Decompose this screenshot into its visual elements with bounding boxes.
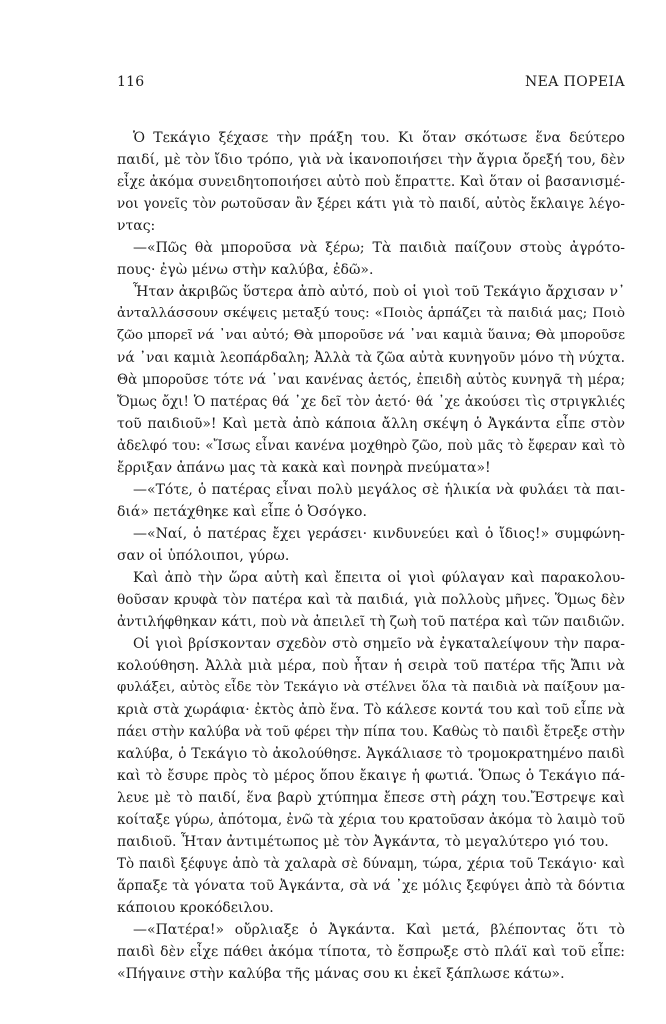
text-line: πους· ἐγὼ μένω στὴν καλύβα, ἐδῶ». bbox=[117, 262, 374, 278]
text-line: ἀδελφό του: «Ἴσως εἶναι κανένα μοχθηρὸ ζῶο, ποὺ μᾶς τὸ ἔφεραν καὶ τὸ bbox=[117, 438, 625, 454]
text-line: παιδί, μὲ τὸν ἴδιο τρόπο, γιὰ νὰ ἱκανοποιήσει τὴν ἄγρια ὄρεξή του, δὲν bbox=[117, 152, 625, 168]
text-line: κριὰ στὰ χωράφια· ἐκτὸς ἀπὸ ἕνα. Τὸ κάλεσε κοντά του καὶ τοῦ εἶπε νὰ bbox=[117, 702, 625, 718]
text-line: φυλάξει, αὐτὸς εἶδε τὸν Τεκάγιο νὰ στέλνει ὅλα τὰ παιδιὰ νὰ παίξουν μα- bbox=[117, 680, 625, 695]
text-line: κάποιου κροκόδειλου. bbox=[117, 900, 274, 916]
text-line: Ὄμως ὄχι! Ὁ πατέρας θά ᾽χε δεῖ τὸν ἀετό· θά ᾽χε ἀκούσει τὶς στριγκλιές bbox=[117, 394, 625, 410]
text-line: ζῶο μπορεῖ νά ᾽ναι αὐτό; Θὰ μποροῦσε νά ᾽ναι καμιὰ ὕαινα; Θὰ μποροῦσε bbox=[117, 328, 625, 343]
text-line: Οἱ γιοὶ βρίσκονταν σχεδὸν στὸ σημεῖο νὰ ἐγκαταλείψουν τὴν παρα- bbox=[133, 636, 625, 652]
text-line: —«Πῶς θὰ μποροῦσα νὰ ξέρω; Τὰ παιδιὰ παίζουν στοὺς ἀγρότο- bbox=[133, 240, 625, 256]
text-line: ἀνταλλάσσουν σκέψεις μεταξύ τους: «Ποιὸς ἁρπάζει τὰ παιδιά μας; Ποιὸ bbox=[117, 306, 625, 321]
text-line: τοῦ παιδιοῦ»! Καὶ μετὰ ἀπὸ κάποια ἄλλη σκέψη ὁ Ἀγκάντα εἶπε στὸν bbox=[117, 416, 625, 432]
text-line: Τὸ παιδὶ ξέφυγε ἀπὸ τὰ χαλαρὰ σὲ δύναμη, τώρα, χέρια τοῦ Τεκάγιο· καὶ bbox=[117, 856, 625, 872]
text-line: —«Τότε, ὁ πατέρας εἶναι πολὺ μεγάλος σὲ ἡλικία νὰ φυλάει τὰ παι- bbox=[133, 482, 625, 498]
running-head bbox=[0, 74, 666, 94]
text-line: «Πήγαινε στὴν καλύβα τῆς μάνας σου κι ἐκεῖ ξάπλωσε κάτω». bbox=[117, 966, 565, 982]
text-line: παιδὶ δὲν εἶχε πάθει ἀκόμα τίποτα, τὸ ἔσπρωξε στὸ πλάϊ καὶ τοῦ εἶπε: bbox=[117, 944, 625, 960]
text-line: —«Πατέρα!» οὔρλιαξε ὁ Ἀγκάντα. Καὶ μετά, βλέποντας ὅτι τὸ bbox=[133, 922, 625, 938]
journal-title: ΝΕΑ ΠΟΡΕΙΑ bbox=[525, 74, 625, 90]
text-line: θοῦσαν κρυφὰ τὸν πατέρα καὶ τὰ παιδιά, γιὰ πολλοὺς μῆνες. Ὅμως δὲν bbox=[117, 592, 625, 608]
text-line: πάει στὴν καλύβα νὰ τοῦ φέρει τὴν πίπα του. Καθὼς τὸ παιδὶ ἔτρεξε στὴν bbox=[117, 724, 625, 740]
text-line: παιδιοῦ. Ἦταν ἀντιμέτωπος μὲ τὸν Ἀγκάντα, τὸ μεγαλύτερο γιό του. bbox=[117, 834, 609, 850]
text-line: νοι γονεῖς τὸν ρωτοῦσαν ἂν ξέρει κάτι γιὰ τὸ παιδί, αὐτὸς ἔκλαιγε λέγο- bbox=[117, 196, 625, 212]
text-line: νά ᾽ναι καμιὰ λεοπάρδαλη; Ἀλλὰ τὰ ζῶα αὐτὰ κυνηγοῦν μόνο τὴ νύχτα. bbox=[117, 350, 625, 366]
text-line: Ὁ Τεκάγιο ξέχασε τὴν πράξη του. Κι ὅταν σκότωσε ἕνα δεύτερο bbox=[133, 130, 625, 146]
text-line: λευε μὲ τὸ παιδί, ἕνα βαρὺ χτύπημα ἔπεσε στὴ ράχη του.Ἔστρεψε καὶ bbox=[117, 790, 625, 806]
text-line: καὶ τὸ ἔσυρε πρὸς τὸ μέρος ὅπου ἔκαιγε ἡ φωτιά. Ὅπως ὁ Τεκάγιο πά- bbox=[117, 768, 625, 784]
text-line: καλύβα, ὁ Τεκάγιο τὸ ἀκολούθησε. Ἀγκάλιασε τὸ τρομοκρατημένο παιδὶ bbox=[117, 746, 625, 762]
text-line: διά» πετάχθηκε καὶ εἶπε ὁ Ὀσόγκο. bbox=[117, 504, 367, 520]
page-number: 116 bbox=[117, 74, 145, 90]
text-line: ἀντιλήφθηκαν κάτι, ποὺ νὰ ἀπειλεῖ τὴ ζωὴ τοῦ πατέρα καὶ τῶν παιδιῶν. bbox=[117, 614, 625, 630]
text-line: ντας: bbox=[117, 218, 156, 234]
text-line: εἶχε ἀκόμα συνειδητοποιήσει αὐτὸ ποὺ ἔπραττε. Καὶ ὅταν οἱ βασανισμέ- bbox=[117, 174, 625, 190]
text-line: κοίταξε γύρω, ἀπότομα, ἐνῶ τὰ χέρια του κρατοῦσαν ἀκόμα τὸ λαιμὸ τοῦ bbox=[117, 812, 625, 828]
text-line: Καὶ ἀπὸ τὴν ὥρα αὐτὴ καὶ ἔπειτα οἱ γιοὶ φύλαγαν καὶ παρακολου- bbox=[133, 570, 625, 586]
text-line: σαν οἱ ὑπόλοιποι, γύρω. bbox=[117, 548, 290, 564]
text-line: Ἦταν ἀκριβῶς ὕστερα ἀπὸ αὐτό, ποὺ οἱ γιοὶ τοῦ Τεκάγιο ἄρχισαν ν᾽ bbox=[133, 284, 625, 300]
text-line: Θὰ μποροῦσε τότε νά ᾽ναι κανένας ἀετός, ἐπειδὴ αὐτὸς κυνηγᾶ τὴ μέρα; bbox=[117, 372, 625, 388]
text-line: ἅρπαξε τὰ γόνατα τοῦ Ἀγκάντα, σὰ νά ᾽χε μόλις ξεφύγει ἀπὸ τὰ δόντια bbox=[117, 878, 625, 894]
text-line: κολούθηση. Ἀλλὰ μιὰ μέρα, ποὺ ἦταν ἡ σειρὰ τοῦ πατέρα τῆς Ἄπιι νὰ bbox=[117, 658, 625, 674]
text-line: ἔρριξαν ἀπάνω μας τὰ κακὰ καὶ πονηρὰ πνεύματα»! bbox=[117, 460, 491, 476]
text-line: —«Ναί, ὁ πατέρας ἔχει γεράσει· κινδυνεύει καὶ ὁ ἴδιος!» συμφώνη- bbox=[133, 526, 625, 542]
